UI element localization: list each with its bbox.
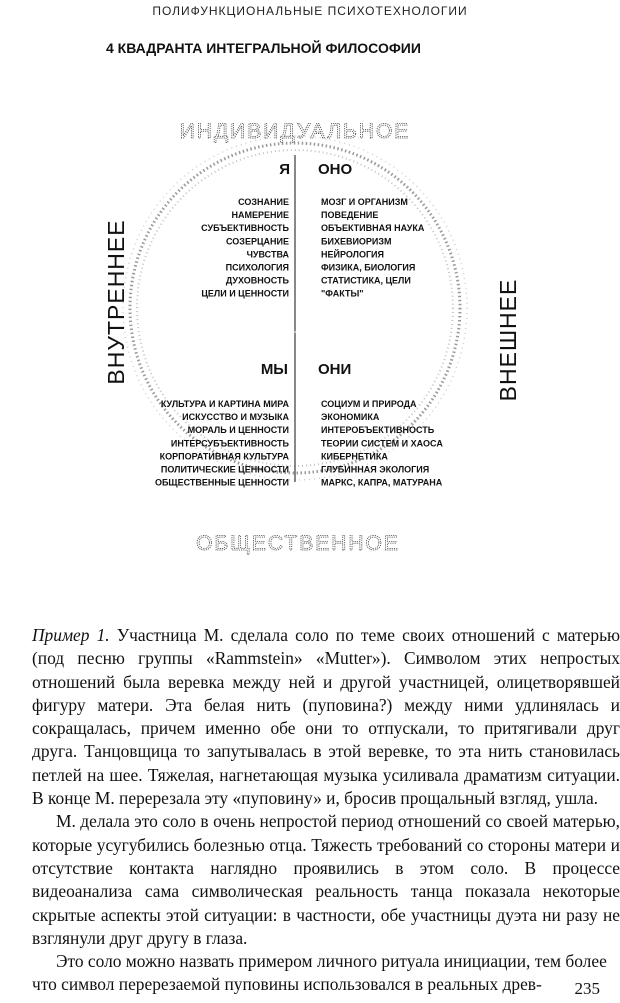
label-internal: ВНУТРЕННЕЕ — [103, 219, 129, 385]
quadrant-item: МОРАЛЬ И ЦЕННОСТИ — [187, 425, 289, 436]
quadrant-upper-right-list — [321, 197, 425, 299]
quadrant-item: ЦЕЛИ И ЦЕННОСТИ — [201, 288, 289, 299]
quadrant-item: ГЛУБИННАЯ ЭКОЛОГИЯ — [321, 464, 430, 475]
quadrant-title-it: ОНО — [318, 161, 353, 178]
quadrant-item: КИБЕРНЕТИКА — [321, 451, 388, 462]
quadrant-item: ПСИХОЛОГИЯ — [225, 262, 289, 273]
quadrant-item: ОБЩЕСТВЕННЫЕ ЦЕННОСТИ — [154, 477, 289, 488]
quadrant-item: СОЦИУМ И ПРИРОДА — [321, 399, 417, 409]
quadrant-item: СОЗЕРЦАНИЕ — [226, 236, 289, 247]
quadrant-item: ИСКУССТВО И МУЗЫКА — [182, 412, 289, 423]
quadrant-item: КОРПОРАТИВНАЯ КУЛЬТУРА — [159, 451, 289, 462]
quadrant-item: КУЛЬТУРА И КАРТИНА МИРА — [160, 399, 289, 409]
running-head: ПОЛИФУНКЦИОНАЛЬНЫЕ ПСИХОТЕХНОЛОГИИ — [152, 4, 468, 18]
body-text — [32, 624, 620, 997]
integral-quadrants-diagram — [80, 110, 550, 580]
quadrant-item: ТЕОРИИ СИСТЕМ И ХАОСА — [321, 438, 443, 449]
quadrant-item: ИНТЕРСУБЪЕКТИВНОСТЬ — [170, 438, 289, 449]
paragraph-3: Это соло можно назвать примером личного ритуала инициации, тем более что символ перерезаемой пуповины использовался в реальных древ- — [32, 951, 607, 995]
quadrant-item: СУБЪЕКТИВНОСТЬ — [201, 223, 289, 234]
quadrant-item: ОБЪЕКТИВНАЯ НАУКА — [321, 223, 425, 234]
quadrant-item: ЧУВСТВА — [246, 249, 289, 260]
paragraph-2: М. делала это соло в очень непростой период отношений со своей матерью, которые усугубились болезнью отца. Тяжесть требований со стороны матери и отсутствие контакта наглядно проявились в этом соло. В процессе видеоанализа сама символическая реальность танца показала некоторые скрытые аспекты этой ситуации: в частности, обе участницы дуэта ни разу не взглянули друг другу в глаза. — [32, 811, 620, 948]
quadrant-item: ПОВЕДЕНИЕ — [321, 210, 379, 221]
quadrant-title-we: МЫ — [260, 361, 288, 378]
quadrant-item: СОЗНАНИЕ — [238, 197, 289, 207]
quadrant-item: ЭКОНОМИКА — [321, 412, 380, 423]
page-number: 235 — [574, 979, 600, 998]
quadrant-item: НАМЕРЕНИЕ — [231, 210, 289, 221]
quadrant-item: "ФАКТЫ" — [321, 288, 364, 299]
quadrant-upper-left-list — [201, 197, 289, 299]
quadrant-item: СТАТИСТИКА, ЦЕЛИ — [321, 275, 411, 286]
label-external: ВНЕШНЕЕ — [495, 278, 521, 402]
quadrant-title-i: Я — [279, 161, 290, 178]
figure-title: 4 КВАДРАНТА ИНТЕГРАЛЬНОЙ ФИЛОСОФИИ — [106, 40, 421, 56]
quadrant-item: БИХЕВИОРИЗМ — [321, 236, 392, 247]
label-individual: ИНДИВИДУАЛЬНОЕ — [179, 120, 411, 143]
quadrant-title-they: ОНИ — [318, 361, 352, 378]
quadrant-lower-left-list — [155, 399, 290, 488]
quadrant-lower-right-list — [321, 399, 443, 488]
label-social: ОБЩЕСТВЕННОЕ — [196, 532, 400, 555]
example-text: Участница М. сделала соло по теме своих отношений с матерью (под песню группы «Rammstein» «Mutter»). Символом этих непростых отношений была веревка между ней и другой участницей, олицетворявшей фигуру матери. Эта белая нить (пуповина?) между ними удлинялась и сокращалась, причем именно обе они то отпускали, то притягивали друг друга. Танцовщица то запутывалась в этой веревке, то эта нить становилась петлей на шее. Тяжелая, нагнетающая музыка усиливала драматизм ситуации. В конце М. перерезала эту «пуповину» и, бросив прощальный взгляд, ушла. — [32, 625, 620, 809]
quadrant-item: ФИЗИКА, БИОЛОГИЯ — [321, 262, 416, 273]
quadrant-item: НЕЙРОЛОГИЯ — [321, 249, 384, 260]
quadrant-item: ПОЛИТИЧЕСКИЕ ЦЕННОСТИ — [160, 464, 289, 475]
quadrant-item: ИНТЕРОБЪЕКТИВНОСТЬ — [321, 425, 435, 436]
quadrant-item: МАРКС, КАПРА, МАТУРАНА — [321, 477, 443, 488]
example-label: Пример 1. — [32, 625, 110, 645]
quadrant-item: МОЗГ И ОРГАНИЗМ — [321, 197, 408, 207]
paragraph-example-1 — [32, 624, 620, 810]
quadrant-item: ДУХОВНОСТЬ — [225, 275, 289, 286]
